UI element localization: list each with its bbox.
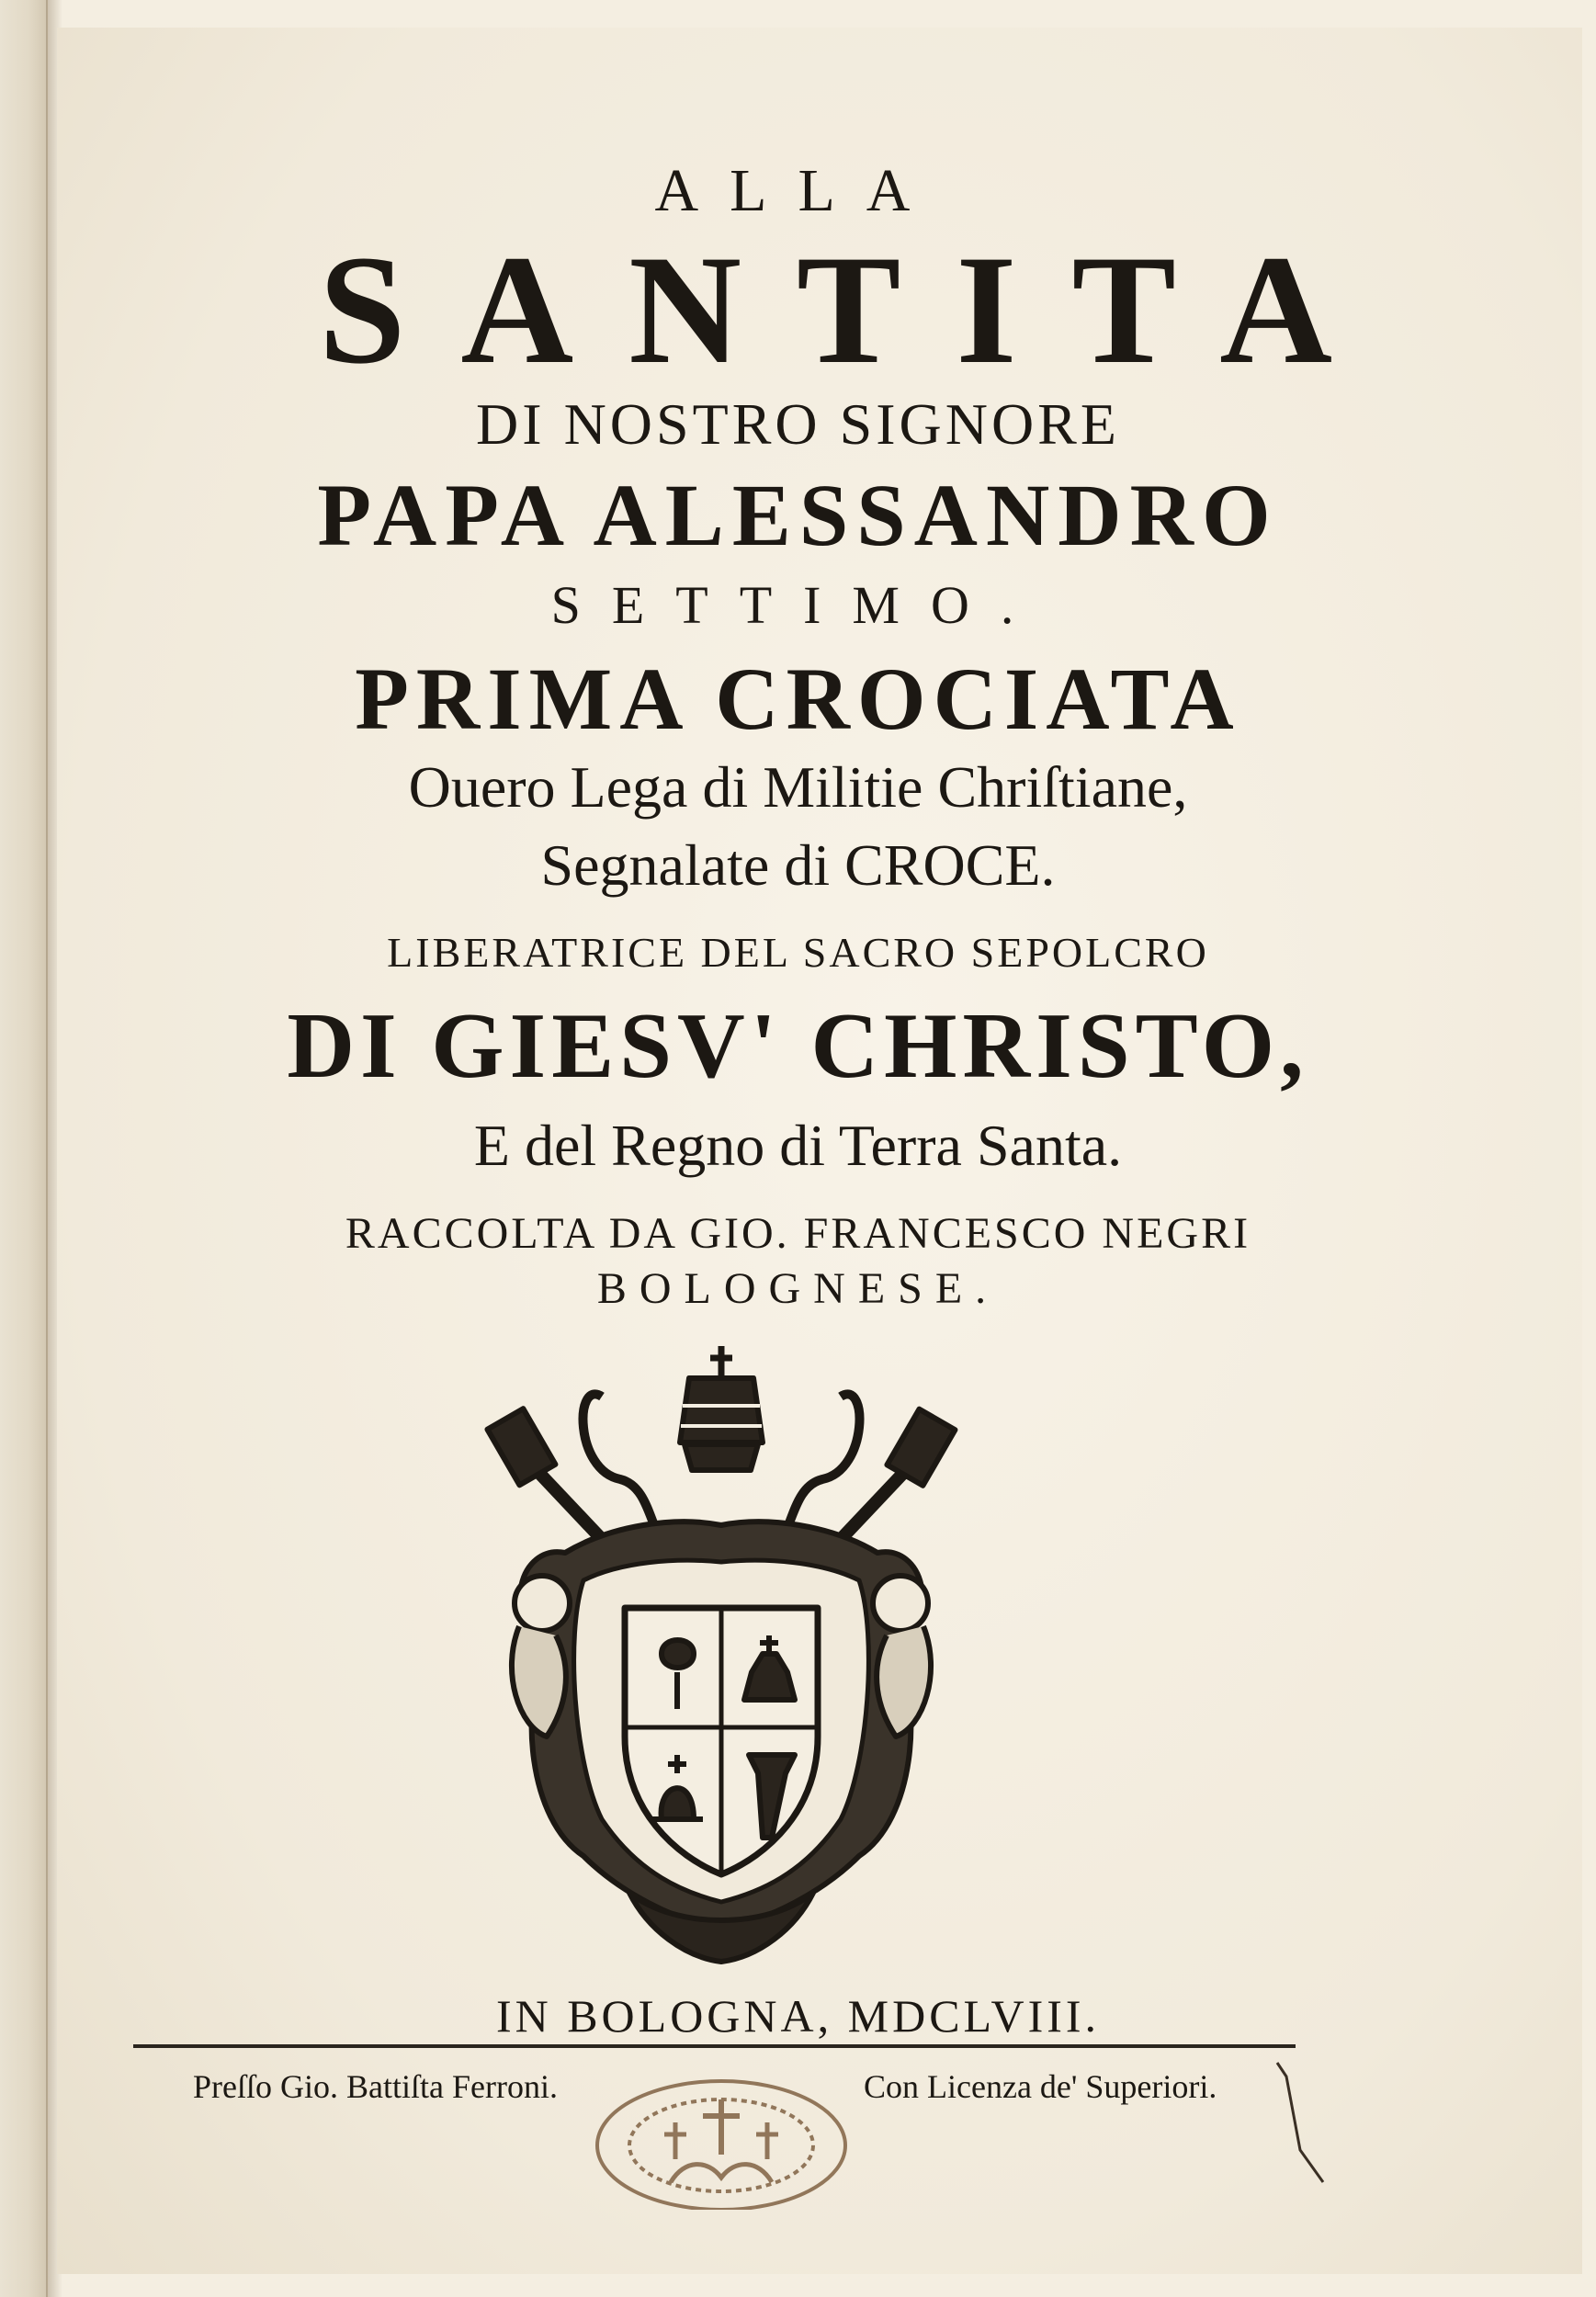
title-papa-alessandro: PAPA ALESSANDRO bbox=[317, 466, 1279, 564]
subtitle-segnalate: Segnalate di CROCE. bbox=[540, 832, 1056, 898]
author-origin: BOLOGNESE. bbox=[596, 1264, 1000, 1313]
library-stamp-icon bbox=[583, 2072, 859, 2210]
pencil-mark-icon bbox=[1268, 2058, 1341, 2187]
imprint-rule bbox=[133, 2044, 1296, 2048]
subtitle-ouero: Ouero Lega di Militie Chriſtiane, bbox=[408, 754, 1188, 820]
subtitle-liberatrice: LIBERATRICE DEL SACRO SEPOLCRO bbox=[387, 929, 1209, 976]
imprint-license: Con Licenza de' Superiori. bbox=[864, 2068, 1217, 2105]
papal-coat-of-arms-icon bbox=[464, 1341, 979, 1966]
title-di-nostro-signore: DI NOSTRO SIGNORE bbox=[476, 391, 1120, 457]
title-prima-crociata: PRIMA CROCIATA bbox=[355, 650, 1241, 748]
title-alla: ALLA bbox=[654, 157, 942, 224]
subtitle-e-del-regno: E del Regno di Terra Santa. bbox=[473, 1113, 1123, 1178]
author-line: RACCOLTA DA GIO. FRANCESCO NEGRI bbox=[345, 1209, 1251, 1258]
imprint-printer: Preſſo Gio. Battiſta Ferroni. bbox=[193, 2068, 558, 2105]
imprint-place-date: IN BOLOGNA, MDCLVIII. bbox=[495, 1990, 1101, 2042]
title-giesu-christo: DI GIESV' CHRISTO, bbox=[287, 994, 1309, 1098]
title-settimo: SETTIMO. bbox=[550, 575, 1046, 635]
title-santita: SANTITA bbox=[318, 223, 1388, 396]
